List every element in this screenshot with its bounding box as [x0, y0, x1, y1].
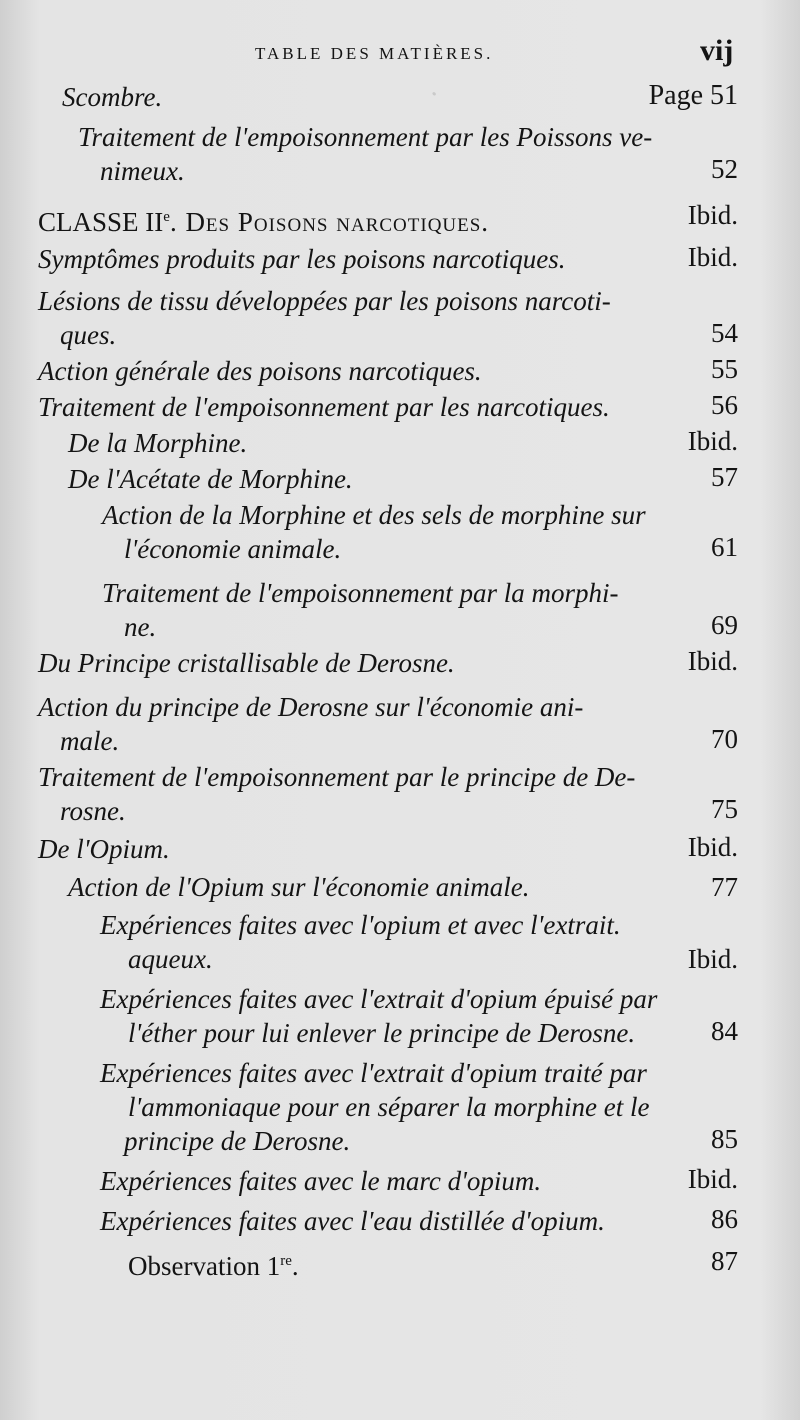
entry-page: 75 — [711, 794, 738, 824]
entry-text: Du Principe cristallisable de Derosne. — [38, 648, 455, 678]
entry-superscript: re — [280, 1253, 292, 1269]
page-folio: vij — [700, 34, 734, 67]
toc-entry — [100, 982, 762, 1050]
toc-entry — [38, 390, 610, 424]
entry-page: 57 — [711, 462, 738, 492]
entry-page: 70 — [711, 724, 738, 754]
toc-entry — [100, 1056, 762, 1158]
entry-text-continued: ne. — [124, 612, 157, 642]
entry-text-continued: l'éther pour lui enlever le principe de Derosne. — [128, 1018, 636, 1048]
entry-text: De la Morphine. — [68, 428, 248, 458]
toc-entry — [100, 1204, 605, 1238]
toc-entry — [128, 1244, 299, 1283]
toc-entry — [38, 284, 758, 352]
entry-page: Ibid. — [687, 832, 738, 862]
entry-text: Expériences faites avec le marc d'opium. — [100, 1166, 542, 1196]
entry-text: De l'Opium. — [38, 834, 170, 864]
class-label: CLASSE II — [38, 207, 164, 237]
toc-entry — [100, 908, 762, 976]
entry-text: De l'Acétate de Morphine. — [68, 464, 353, 494]
entry-text: Action de la Morphine et des sels de morphine sur — [102, 500, 646, 530]
entry-text-continued: ques. — [60, 320, 117, 350]
entry-page: Ibid. — [687, 944, 738, 974]
entry-text: Lésions de tissu développées par les poisons narcoti- — [38, 286, 611, 316]
entry-text: Observation 1 — [128, 1251, 281, 1281]
entry-text: Action du principe de Derosne sur l'économie ani- — [38, 692, 584, 722]
entry-page: Ibid. — [687, 200, 738, 230]
entry-text-continued: l'économie animale. — [124, 534, 342, 564]
entry-text-continued: rosne. — [60, 796, 126, 826]
toc-class-heading — [38, 200, 489, 239]
entry-text-continued: aqueux. — [128, 944, 213, 974]
entry-text: Traitement de l'empoisonnement par la morphi- — [102, 578, 619, 608]
toc-entry — [62, 80, 162, 114]
toc-entry — [38, 690, 760, 758]
toc-entry — [78, 120, 758, 188]
entry-text: Symptômes produits par les poisons narcotiques. — [38, 244, 566, 274]
toc-entry — [68, 870, 529, 904]
toc-entry — [102, 498, 762, 566]
entry-page: Page 51 — [648, 80, 738, 111]
toc-entry — [68, 462, 353, 496]
entry-page: Ibid. — [687, 242, 738, 272]
entry-page: 87 — [711, 1246, 738, 1276]
entry-page: Ibid. — [687, 1164, 738, 1194]
entry-page: 69 — [711, 610, 738, 640]
entry-page: 52 — [711, 154, 738, 184]
entry-text: Expériences faites avec l'opium et avec l'extrait. — [100, 910, 621, 940]
entry-text: Traitement de l'empoisonnement par les Poissons ve- — [78, 122, 653, 152]
entry-page: Ibid. — [687, 646, 738, 676]
page-header — [0, 34, 800, 74]
entry-page: 54 — [711, 318, 738, 348]
entry-text: Expériences faites avec l'extrait d'opium épuisé par — [100, 984, 658, 1014]
entry-text: Traitement de l'empoisonnement par les narcotiques. — [38, 392, 610, 422]
toc-entry — [100, 1164, 541, 1198]
entry-text: Action de l'Opium sur l'économie animale. — [68, 872, 530, 902]
entry-text: Expériences faites avec l'eau distillée d'opium. — [100, 1206, 605, 1236]
entry-text-continued: principe de Derosne. — [124, 1126, 351, 1156]
entry-page: 84 — [711, 1016, 738, 1046]
class-title: . Des Poisons narcotiques. — [169, 207, 490, 237]
toc-entry — [68, 426, 247, 460]
entry-page: 56 — [711, 390, 738, 420]
toc-entry — [38, 242, 566, 276]
toc-entry — [38, 646, 455, 680]
toc-entry — [102, 576, 762, 644]
entry-text: Traitement de l'empoisonnement par le principe de De- — [38, 762, 636, 792]
entry-page: 85 — [711, 1124, 738, 1154]
class-superscript: e — [163, 209, 170, 225]
entry-text: Scombre. — [62, 82, 163, 112]
toc-entry — [38, 760, 760, 828]
entry-page: 55 — [711, 354, 738, 384]
entry-text-rest: . — [291, 1251, 299, 1281]
entry-page: 77 — [711, 872, 738, 902]
toc-entry — [38, 832, 170, 866]
running-title: TABLE DES MATIÈRES. — [255, 44, 494, 63]
entry-page: 61 — [711, 532, 738, 562]
entry-text: Expériences faites avec l'extrait d'opium traité par — [100, 1058, 647, 1088]
entry-text-continued: l'ammoniaque pour en séparer la morphine et le — [128, 1092, 650, 1122]
bleed-through-texture: · — [430, 80, 439, 110]
entry-text-continued: male. — [60, 726, 120, 756]
toc-entry — [38, 354, 482, 388]
entry-text: Action générale des poisons narcotiques. — [38, 356, 482, 386]
entry-text-continued: nimeux. — [100, 156, 185, 186]
entry-page: 86 — [711, 1204, 738, 1234]
entry-page: Ibid. — [687, 426, 738, 456]
